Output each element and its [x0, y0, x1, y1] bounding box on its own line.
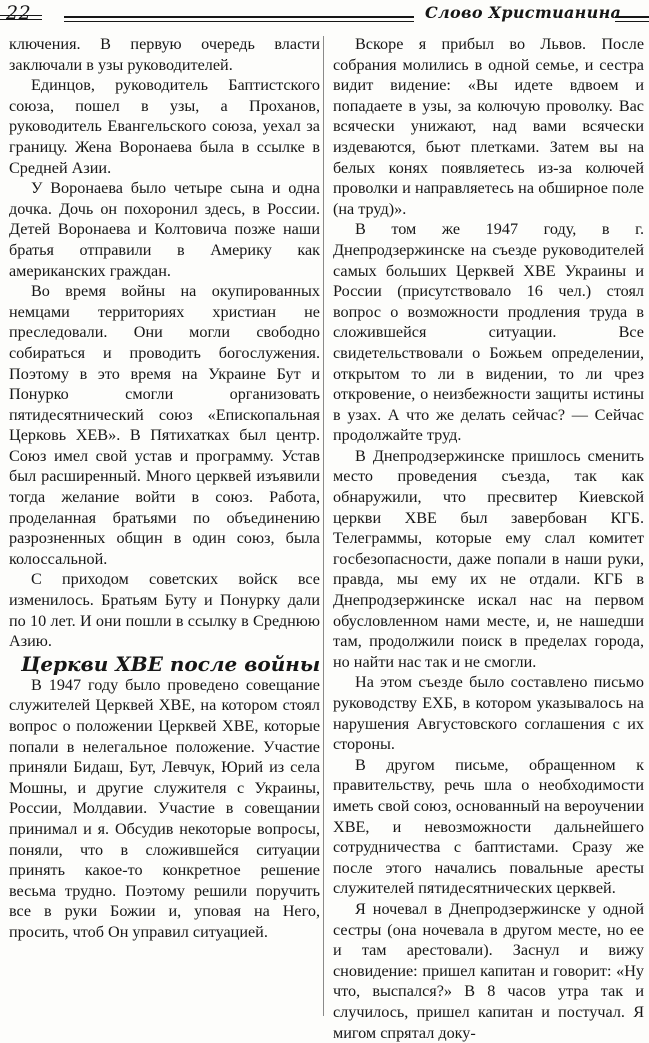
paragraph: ключения. В первую очередь власти заключали в узы руководителей.: [9, 35, 320, 74]
paragraph: В том же 1947 году, в г. Днепродзержинске на съезде руководителей самых больших Церквей ХВЕ Украины и России (присутствовало 16 чел.) стоял вопрос о возможности продления труда в сложившейся ситуации. Все свидетельствовали о Божьем определении, открытом то ли в видении, то ли чрез откровение, о неизбежности защиты истины в узах. А что же делать сейчас? — Сейчас продолжайте труд.: [333, 220, 644, 445]
paragraph: На этом съезде было составлено письмо руководству ЕХБ, в котором указывалось на нарушения Августовского соглашения с их стороны.: [333, 673, 644, 754]
column-divider: [323, 36, 324, 1016]
left-column: [9, 34, 320, 943]
header-rule: [615, 21, 649, 22]
section-heading: Церкви ХВЕ после войны: [21, 651, 321, 676]
paragraph: В другом письме, обращенном к правительству, речь шла о необходимости иметь свой союз, основанный на вероучении ХВЕ, и невозможности дальнейшего сотрудничества с баптистами. Сразу же после этого начались повальные аресты служителей пятидесятнических церквей.: [333, 755, 644, 898]
header-rule: [0, 15, 42, 16]
paragraph: С приходом советских войск все изменилось. Братьям Буту и Понурку дали по 10 лет. И они пошли в ссылку в Среднюю Азию.: [9, 570, 320, 651]
paragraph: Единцов, руководитель Баптистского союза, пошел в узы, а Проханов, руководитель Евангельского союза, уехал за границу. Жена Воронаева была в ссылке в Средней Азии.: [9, 76, 320, 177]
header-rule: [64, 16, 414, 18]
paragraph: Я ночевал в Днепродзержинске у одной сестры (она ночевала в другом месте, но ее и там арестовали). Заснул и вижу сновидение: пришел капитан и говорит: «Ну что, выспался?» В 8 часов утра так и случилось, пришел капитан и постучал. Я мигом спрятал доку-: [333, 899, 644, 1042]
page-number: 22: [6, 2, 32, 24]
paragraph: В 1947 году было проведено совещание служителей Церквей ХВЕ, на котором стоял вопрос о положении Церквей ХВЕ, которые попали в нелегальное положение. Участие приняли Бидаш, Бут, Левчук, Юрий из села Мошны, и другие служителя с Украины, России, Молдавии. Участие в совещании принимал и я. Обсудив некоторые вопросы, поняли, что в сложившейся ситуации принять какое-то конкретное решение весьма трудно. Поэтому решили поручить все в руки Божии и, уповая на Него, просить, чтоб Он управил ситуацией.: [9, 675, 320, 941]
paragraph: У Воронаева было четыре сына и одна дочка. Дочь он похоронил здесь, в России. Детей Воронаева и Колтовича позже наши братья отправили в Америку как американских граждан.: [9, 179, 320, 280]
header-rule: [615, 16, 649, 18]
header-rule: [0, 19, 42, 20]
right-column: [333, 34, 644, 1043]
paragraph: Вскоре я прибыл во Львов. После собрания молились в одной семье, и сестра видит видение: «Вы идете вдвоем и попадаете в узы, за колючую проволку. Вас всячески унижают, над вами всячески издеваются, бьют плетками. Затем вы на белых конях появляетесь из-за колючей проволки и направляетесь на обширное поле (на труд)».: [333, 35, 644, 218]
paragraph: В Днепродзержинске пришлось сменить место проведения съезда, так как обнаружили, что пресвитер Киевской церкви ХВЕ был завербован КГБ. Телеграммы, которые ему слал комитет госбезопасности, даже попали в наши руки, правда, мы ему их не отдали. КГБ в Днепродзержинске искал нас на первом обусловленном нами месте, и, не нашедши там, продолжили поиск в пределах города, но найти нас так и не смогли.: [333, 446, 644, 671]
page-header: [0, 0, 649, 30]
header-rule: [64, 21, 414, 22]
paragraph: Во время войны на окупированных немцами территориях христиан не преследовали. Они могли свободно собираться и проводить богослужения. Поэтому в это время на Украине Бут и Понурко смогли организовать пятидесятнический союз «Епископальная Церковь ХЕВ». В Пятихатках был центр. Союз имел свой устав и программу. Устав был расширенный. Много церквей изъявили тогда желание войти в союз. Работа, проделанная братьями по объединению разрозненных общин в один союз, была колоссальной.: [9, 282, 320, 568]
newspaper-title: Слово Христианина: [425, 3, 622, 22]
